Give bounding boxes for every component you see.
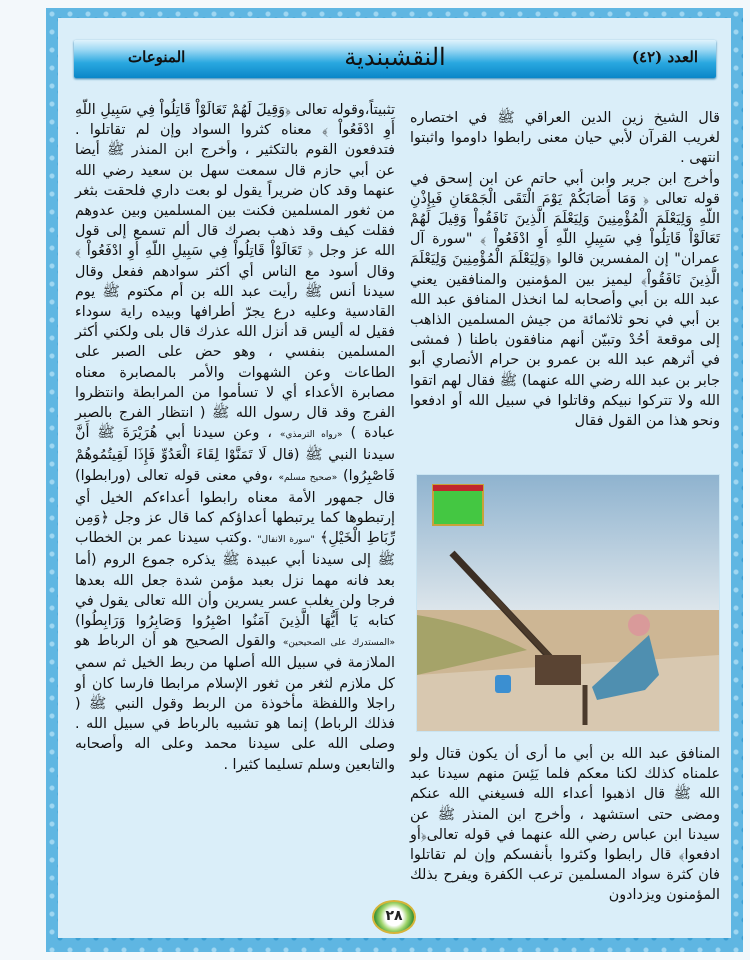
paragraph: والقول الصحيح هو أن الرباط هو الملازمة في سبيل الله أصلها من ربط الخيل ثم سمي كل ملازم لثغر من ثغور الإسلام مرابطا فارسا كان أو راجلا واللفظة مأخوذة من الربط وقول النبي ﷺ ( فذلك الرباط) إنما هو تشبيه بالرباط في سبيل الله . وصلى الله على سيدنا محمد وعلى اله وأصحابه والتابعين وسلم تسليما كثيرا . — [75, 633, 395, 773]
flag-stripe — [433, 485, 483, 491]
page-number: ٢٨ — [385, 908, 403, 924]
page-header-banner — [74, 40, 716, 78]
paragraph: .وكتب سيدنا عمر بن الخطاب ﷺ إلى سيدنا أبي عبيدة ﷺ يذكره جموع الروم (أما بعد فانه مهما نزل بعبد مؤمن شدة جعل الله بعدها فرجا ولن يغلب عسر يسرين وأن الله تعالى يقول في كتابه يَا أَيُّهَا الَّذِينَ آمَنُوا اصْبِرُوا وَصَابِرُوا وَرَابِطُوا) — [75, 530, 395, 630]
head-scarf — [628, 614, 650, 636]
left-column — [75, 100, 395, 775]
citation: «رواه الترمذي» — [279, 430, 343, 441]
issue-number: العدد (٤٢) — [631, 48, 698, 66]
article-photo — [416, 474, 720, 732]
citation: «المستدرك على الصحيحين» — [282, 638, 396, 649]
paragraph: ،وفي معنى قوله تعالى (ورابطوا) قال جمهور الأمة معناه رابطوا أعداءكم الخيل أي إرتبطوها كما يرتبطها أعداؤكم كما قال عز وجل ﴿وَمِن رِّبَاطِ الْخَيْلِ﴾ — [75, 467, 395, 547]
anti-aircraft-gun-photo — [417, 475, 719, 731]
right-column-top — [410, 108, 720, 431]
magazine-title: النقشبندية — [344, 43, 446, 71]
paragraph: ، وعن سيدنا أبي هُرَيْرَةَ ﷺ أَنَّ سيدنا النبي ﷺ (قال لَا تَمَنَّوْا لِقَاءَ الْعَدُوِّ فَإِذَا لَقِيتُمُوهُمْ فَاصْبِرُوا) — [75, 425, 396, 484]
section-title: المنوعات — [128, 48, 186, 66]
gun-mount — [535, 655, 581, 685]
paragraph: المنافق عبد الله بن أبي ما أرى أن يكون قتال ولو علمناه كذلك لكنا معكم فلما يَئِسَ منهم سيدنا عبد الله ﷺ قال اذهبوا أعداء الله فسيغني الله عنكم ومضى حتى استشهد ، وأخرج ابن المنذر ﷺ عن سيدنا ابن عباس رضي الله عنهما في قوله تعالى﴿أو ادفعوا﴾ قال رابطوا وكثروا بأنفسكم وإن لم تقاتلوا فان كثرة سواد المسلمين ترعب الكفرة ويفرح بذلك المؤمنون ويزدادون — [410, 746, 720, 904]
paragraph: وأخرج ابن جرير وابن أبي حاتم عن ابن إسحق في قوله تعالى ﴿ وَمَا أَصَابَكُمْ يَوْمَ الْتَقَى الْجَمْعَانِ فَبِإِذْنِ اللّهِ وَلِيَعْلَمَ الْمُؤْمِنِينَ وَلِيَعْلَمَ الَّذِينَ نَافَقُواْ وَقِيلَ لَهُمْ تَعَالَوْاْ قَاتِلُواْ فِي سَبِيلِ اللّهِ أَوِ ادْفَعُواْ ﴾ "سورة آل عمران" إن المفسرين قالوا ﴿وَلِيَعْلَمَ الْمُؤْمِنِينَ وَلِيَعْلَمَ الَّذِينَ نَافَقُواْ﴾ ليميز بين المؤمنين والمنافقين يعني عبد الله بن أبي وأصحابه لما انخذل المنافق عبد الله بن أبي في نحو ثلاثمائة من جيش المسلمين الذاهب إلى موقعة أحُدْ وتبيّن أنهم منافقون باطنا ( فمشى في أثرهم عبد الله بن عمرو بن حرام الأنصاري أبو جابر بن عبد الله رضي الله عنهما) ﷺ فقال لهم اتقوا الله ولا تتركوا نبيكم وقاتلوا في سبيل الله أو ادفعوا ونحو هذا من القول فقال — [410, 170, 720, 430]
paragraph: تثبيتاً،وقوله تعالى ﴿وَقِيلَ لَهُمْ تَعَالَوْاْ قَاتِلُواْ فِي سَبِيلِ اللّهِ أَوِ ادْفَعُواْ ﴾ معناه كثروا السواد وإن لم تقاتلوا . فتدفعون القوم بالتكثير ، وأخرج ابن المنذر ﷺ أيضا عن أبي حازم قال سمعت سهل بن سعيد رضي الله عنهما وقد كان ضريراً يقول لو بعت داري فلحقت بثغر من ثغور المسلمين فكنت بين المسلمين وبين عدوهم فقلت كيف وقد ذهب بصرك قال ألم تسمع إلى قول الله عز وجل ﴿ تَعَالَوْاْ قَاتِلُواْ فِي سَبِيلِ اللّهِ أَوِ ادْفَعُواْ ﴾ وقال أسود مع الناس أي أكثر سوادهم ففعل وقال سيدنا أنس ﷺ رأيت عبد الله بن أم مكتوم ﷺ يوم القادسية وعليه درع يجرّ أطرافها وبيده راية سوداء فقيل له أليس قد أنزل الله عذرك قال بلى ولكني أكثر المسلمين بنفسي ، وهو حض على الصبر على الطاعات وعن الشهوات والأمر بالمصابرة معناه مصابرة الأعداء أي لا تسأموا من المرابطة وانتظروا الفرج وقد قال رسول الله ﷺ ( انتظار الفرج بالصبر عبادة ) — [75, 102, 396, 442]
paragraph: قال الشيخ زين الدين العراقي ﷺ في اختصاره لغريب القرآن لأبي حيان معنى رابطوا داوموا واثبتوا انتهى . — [410, 110, 720, 167]
citation: «صحيح مسلم» — [278, 472, 338, 483]
blue-container — [495, 675, 511, 693]
citation: "سورة الانفال" — [257, 535, 315, 546]
right-column-bottom — [410, 744, 720, 906]
page-number-badge — [372, 900, 416, 934]
